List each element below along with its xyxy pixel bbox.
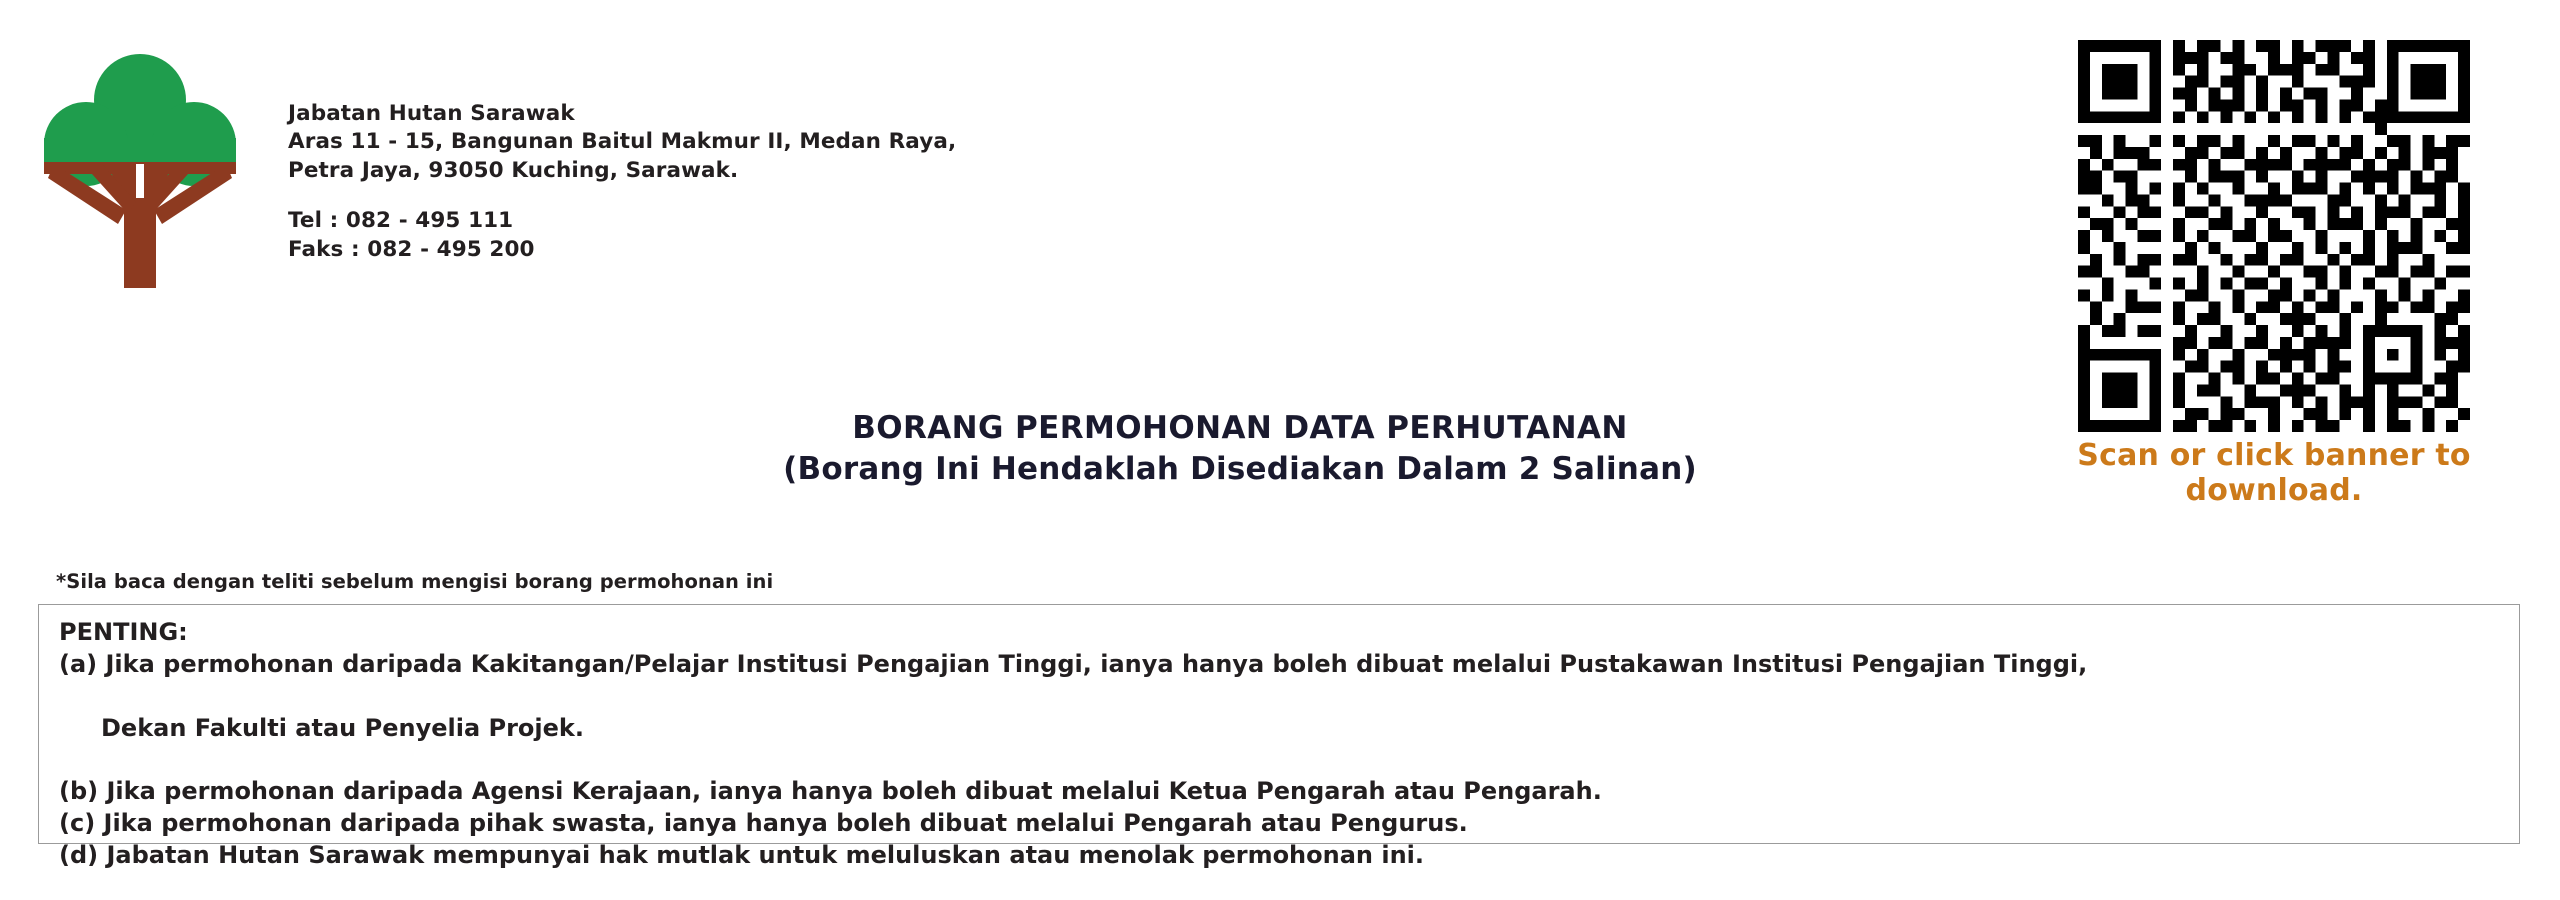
qr-banner[interactable] — [2074, 40, 2474, 509]
important-item-b: (b) Jika permohonan daripada Agensi Kerajaan, ianya hanya boleh dibuat melalui Ketua Pengarah atau Pengarah. — [59, 776, 1602, 805]
telephone-line: Tel : 082 - 495 111 — [288, 208, 514, 234]
important-item-a-continued-text: Dekan Fakulti atau Penyelia Projek. — [101, 713, 584, 742]
address-spacer — [288, 185, 956, 207]
important-heading: PENTING: — [59, 618, 188, 646]
page-title — [430, 408, 2050, 490]
address-line-2: Petra Jaya, 93050 Kuching, Sarawak. — [288, 157, 739, 183]
important-item-d: (d) Jabatan Hutan Sarawak mempunyai hak mutlak untuk meluluskan atau menolak permohonan ini. — [59, 841, 1425, 870]
address-line-1: Aras 11 - 15, Bangunan Baitul Makmur II, Medan Raya, — [288, 129, 957, 155]
qr-caption-line-2: download. — [2185, 473, 2363, 509]
important-item-a-continued — [59, 681, 2501, 775]
fax-line: Faks : 082 - 495 200 — [288, 236, 535, 262]
organisation-address — [288, 100, 956, 264]
tree-logo-icon — [40, 52, 240, 312]
qr-code-icon[interactable] — [2078, 40, 2470, 432]
important-notice-box — [38, 604, 2520, 870]
form-subtitle: (Borang Ini Hendaklah Disediakan Dalam 2 Salinan) — [783, 450, 1697, 487]
important-item-c: (c) Jika permohonan daripada pihak swasta, ianya hanya boleh dibuat melalui Pengarah atau Pengurus. — [59, 809, 1468, 838]
qr-caption — [2074, 438, 2474, 509]
important-item-a: (a) Jika permohonan daripada Kakitangan/Pelajar Institusi Pengajian Tinggi, ianya hanya boleh dibuat melalui Pustakawan Institusi Pengajian Tinggi, — [59, 650, 2088, 679]
read-carefully-note: *Sila baca dengan teliti sebelum mengisi borang permohonan ini — [56, 570, 774, 593]
organisation-name: Jabatan Hutan Sarawak — [288, 101, 575, 126]
qr-caption-line-1: Scan or click banner to — [2077, 438, 2471, 473]
form-title: BORANG PERMOHONAN DATA PERHUTANAN — [852, 410, 1628, 446]
